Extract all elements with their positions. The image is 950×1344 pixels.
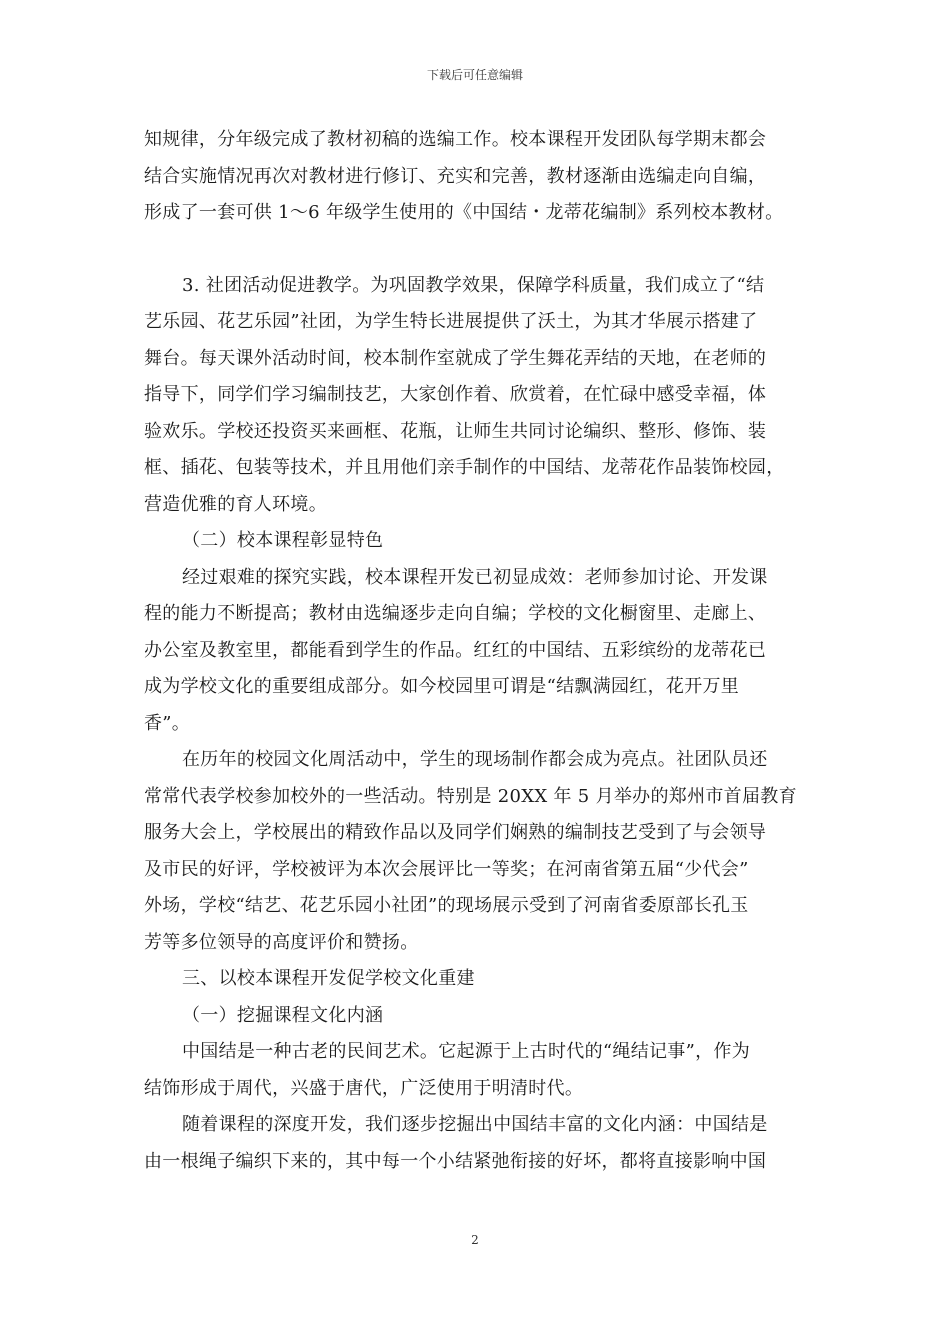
paragraph-line: 常常代表学校参加校外的一些活动。特别是 20XX 年 5 月举办的郑州市首届教育: [144, 785, 797, 807]
paragraph-line: 结合实施情况再次对教材进行修订、充实和完善，教材逐渐由选编走向自编，: [144, 165, 767, 187]
paragraph-line: 在历年的校园文化周活动中，学生的现场制作都会成为亮点。社团队员还: [182, 749, 768, 770]
paragraph-line: 框、插花、包装等技术，并且用他们亲手制作的中国结、龙蒂花作品装饰校园，: [144, 457, 785, 478]
paragraph-line: 服务大会上，学校展出的精致作品以及同学们娴熟的编制技艺受到了与会领导: [144, 822, 767, 843]
paragraph-line: 3. 社团活动促进教学。为巩固教学效果，保障学科质量，我们成立了“结: [182, 274, 765, 296]
paragraph-line: 芳等多位领导的高度评价和赞扬。: [144, 931, 419, 953]
section-heading: （二）校本课程彰显特色: [182, 530, 384, 551]
page-number: 2: [471, 1233, 479, 1247]
paragraph-line: 艺乐园、花艺乐园”社团，为学生特长进展提供了沃土，为其才华展示搭建了: [144, 311, 758, 332]
paragraph-line: 香”。: [144, 712, 191, 734]
paragraph-line: 外场，学校“结艺、花艺乐园小社团”的现场展示受到了河南省委原部长孔玉: [144, 895, 749, 916]
section-heading: （一）挖掘课程文化内涵: [182, 1004, 384, 1026]
paragraph-line: 及市民的好评，学校被评为本次会展评比一等奖；在河南省第五届“少代会”: [144, 858, 749, 880]
paragraph-line: 随着课程的深度开发，我们逐步挖掘出中国结丰富的文化内涵：中国结是: [182, 1114, 768, 1135]
paragraph-line: 经过艰难的探究实践，校本课程开发已初显成效：老师参加讨论、开发课: [182, 566, 768, 588]
paragraph-line: 指导下，同学们学习编制技艺，大家创作着、欣赏着，在忙碌中感受幸福，体: [144, 384, 767, 405]
paragraph-line: 由一根绳子编织下来的，其中每一个小结紧弛衔接的好坏，都将直接影响中国: [144, 1150, 767, 1172]
paragraph-line: 程的能力不断提高；教材由选编逐步走向自编；学校的文化橱窗里、走廊上、: [144, 603, 767, 624]
paragraph-line: 验欢乐。学校还投资买来画框、花瓶，让师生共同讨论编织、整形、修饰、装: [144, 420, 767, 442]
paragraph-line: 舞台。每天课外活动时间，校本制作室就成了学生舞花弄结的天地，在老师的: [144, 347, 767, 369]
paragraph-line: 中国结是一种古老的民间艺术。它起源于上古时代的“绳结记事”，作为: [182, 1041, 751, 1062]
paragraph-line: 结饰形成于周代，兴盛于唐代，广泛使用于明清时代。: [144, 1077, 584, 1099]
paragraph-line: 知规律，分年级完成了教材初稿的选编工作。校本课程开发团队每学期末都会: [144, 129, 767, 150]
paragraph-line: 形成了一套可供 1～6 年级学生使用的《中国结・龙蒂花编制》系列校本教材。: [144, 202, 784, 223]
paragraph-line: 营造优雅的育人环境。: [144, 493, 327, 515]
page-header: 下载后可任意编辑: [426, 68, 523, 82]
paragraph-line: 成为学校文化的重要组成部分。如今校园里可谓是“结飘满园红，花开万里: [144, 676, 740, 697]
paragraph-line: 办公室及教室里，都能看到学生的作品。红红的中国结、五彩缤纷的龙蒂花已: [144, 639, 767, 661]
document-body: [144, 122, 810, 1180]
section-heading: 三、以校本课程开发促学校文化重建: [182, 968, 475, 989]
